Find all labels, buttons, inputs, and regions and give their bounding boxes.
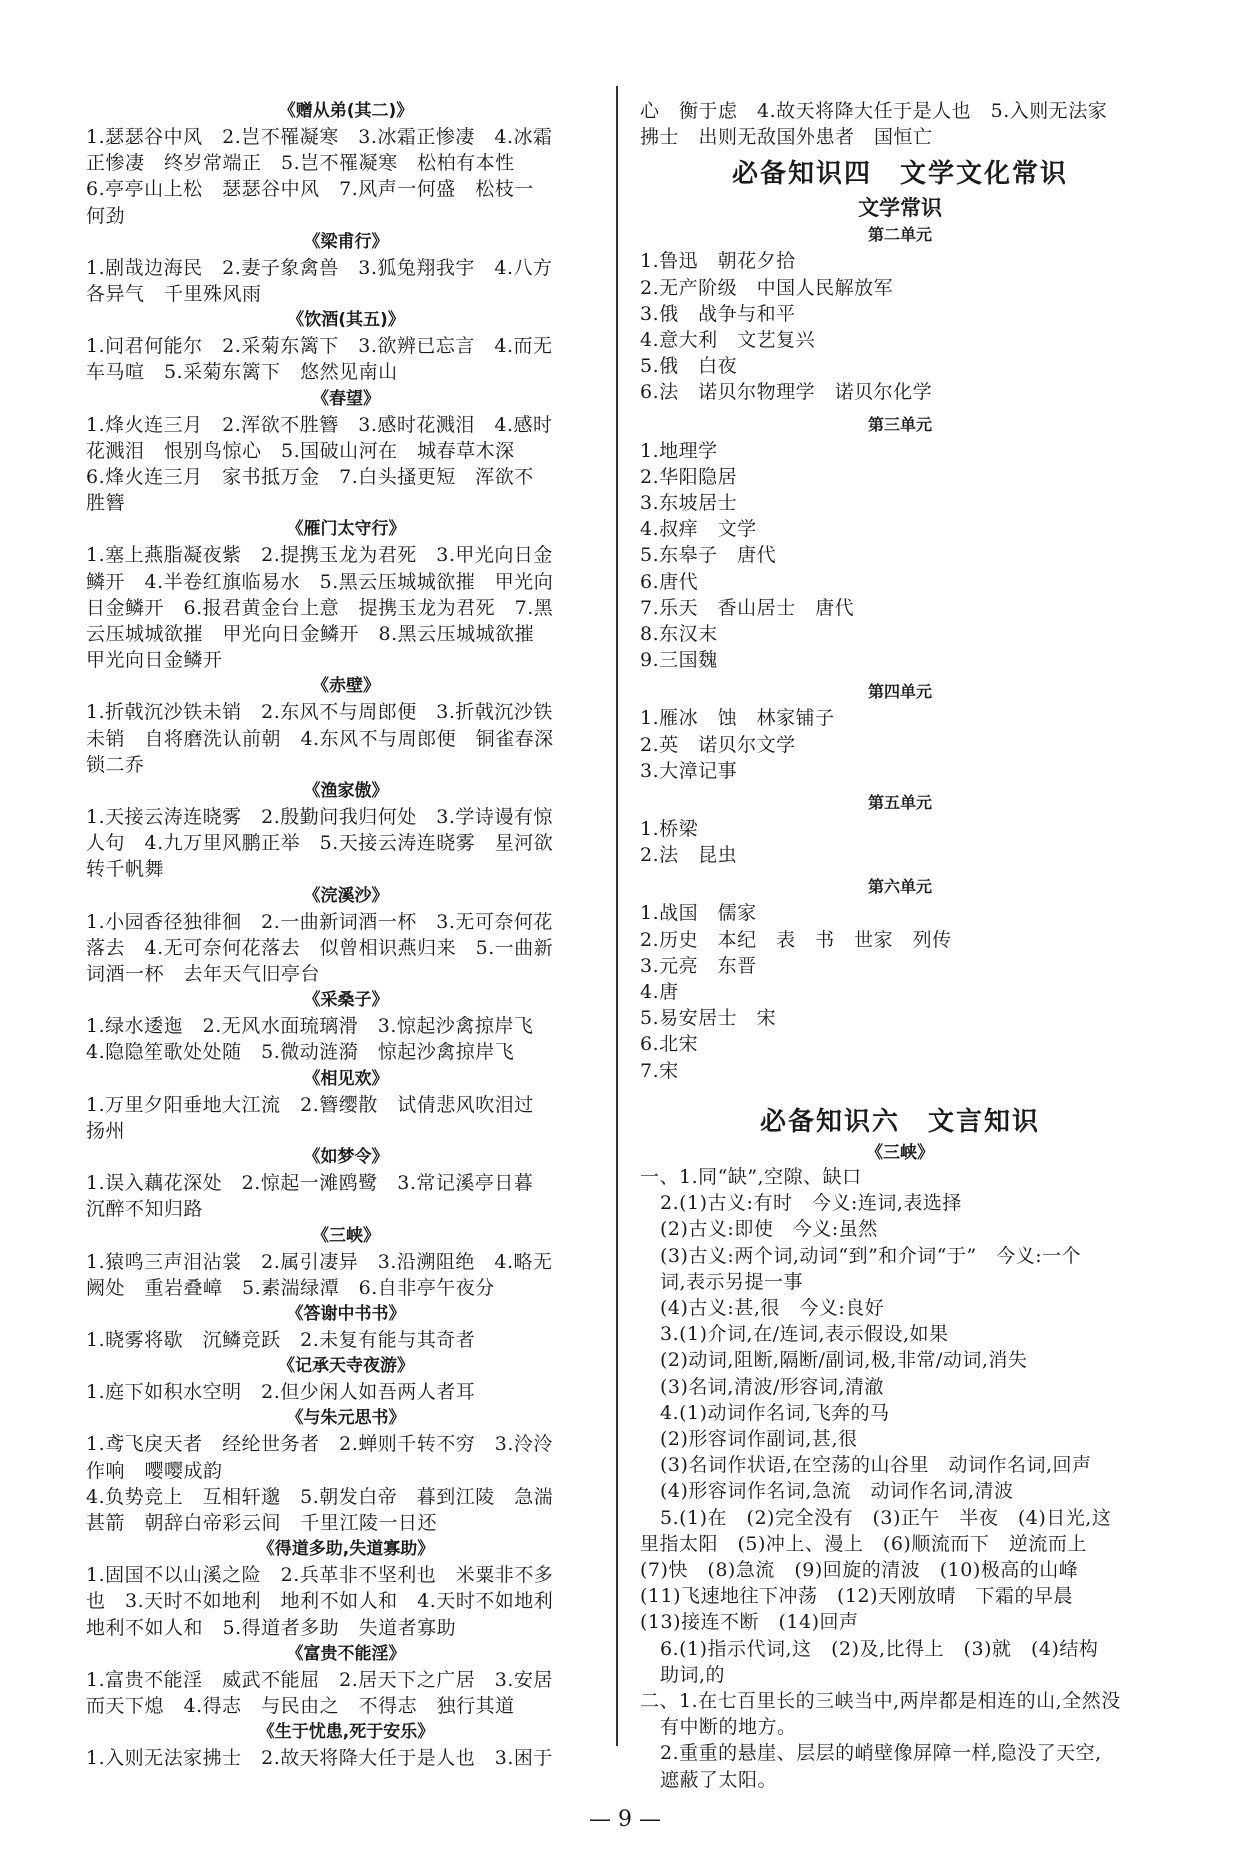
- answer-line: 里指太阳 (5)冲上、漫上 (6)顺流而下 逆流而上: [640, 1532, 1087, 1555]
- answer-line: 4.唐: [640, 981, 679, 1004]
- answer-line: 2.历史 本纪 表 书 世家 列传: [640, 928, 952, 951]
- answer-line: 6.(1)指示代词,这 (2)及,比得上 (3)就 (4)结构: [660, 1637, 1099, 1660]
- answer-line: 助词,的: [660, 1663, 726, 1686]
- unit-title: 第三单元: [867, 414, 932, 434]
- section-4-subtitle: 文学常识: [858, 196, 942, 221]
- answer-line: 词,表示另提一事: [660, 1270, 804, 1293]
- answer-line: 1.雁冰 蚀 林家铺子: [640, 707, 835, 730]
- answer-line: 有中断的地方。: [660, 1716, 797, 1739]
- answer-line: 花溅泪 恨别鸟惊心 5.国破山河在 城春草木深: [86, 439, 515, 462]
- unit-title: 第五单元: [867, 793, 932, 813]
- answer-line: 2.无产阶级 中国人民解放军: [640, 276, 894, 299]
- answer-line: 胜簪: [86, 492, 126, 515]
- answer-line: 6.法 诺贝尔物理学 诺贝尔化学: [640, 381, 933, 404]
- continuation-text: [640, 98, 1160, 150]
- answer-line: 1.折戟沉沙铁未销 2.东风不与周郎便 3.折戟沉沙铁: [86, 701, 553, 724]
- answer-line: (3)名词作状语,在空荡的山谷里 动词作名词,回声: [660, 1454, 1092, 1477]
- answer-line: 而天下熄 4.得志 与民由之 不得志 独行其道: [86, 1694, 515, 1717]
- answer-line: (7)快 (8)急流 (9)回旋的清波 (10)极高的山峰: [640, 1558, 1079, 1581]
- answer-line: 1.天接云涛连晓雾 2.殷勤问我归何处 3.学诗谩有惊: [86, 806, 553, 829]
- answer-line: 1.晓雾将歇 沉鳞竞跃 2.未复有能与其奇者: [86, 1328, 476, 1351]
- right-column: [640, 98, 1160, 1793]
- answer-line: 5.(1)在 (2)完全没有 (3)正午 半夜 (4)日光,这: [660, 1506, 1112, 1529]
- unit-title: 第四单元: [867, 682, 932, 702]
- answer-line: 1.战国 儒家: [640, 902, 757, 925]
- unit-title: 第二单元: [867, 225, 932, 245]
- answer-line: 1.塞上燕脂凝夜紫 2.提携玉龙为君死 3.甲光向日金: [86, 544, 553, 567]
- answer-line: 作响 嘤嘤成韵: [86, 1459, 223, 1482]
- answer-line: 1.固国不以山溪之险 2.兵革非不坚利也 米粟非不多: [86, 1564, 554, 1587]
- answer-line: 4.叔痒 文学: [640, 518, 757, 541]
- answer-line: 何劲: [86, 204, 126, 227]
- answer-line: 1.烽火连三月 2.浑欲不胜簪 3.感时花溅泪 4.感时: [86, 413, 553, 436]
- answer-line: 6.亭亭山上松 瑟瑟谷中风 7.风声一何盛 松枝一: [86, 178, 534, 201]
- answer-line: (2)古义:即使 今义:虽然: [660, 1218, 878, 1241]
- poem-title: 《浣溪沙》: [303, 885, 389, 906]
- answer-line: 心 衡于虑 4.故天将降大任于是人也 5.入则无法家: [640, 100, 1108, 122]
- answer-line: 2.重重的悬崖、层层的峭壁像屏障一样,隐没了天空,: [660, 1742, 1102, 1765]
- answer-line: 阙处 重岩叠嶂 5.素湍绿潭 6.自非亭午夜分: [86, 1276, 495, 1299]
- answer-line: 转千帆舞: [86, 858, 165, 881]
- answer-line: 5.易安居士 宋: [640, 1007, 777, 1030]
- poem-title: 《答谢中书书》: [286, 1303, 406, 1324]
- answer-line: 1.地理学: [640, 439, 718, 462]
- answer-line: 1.富贵不能淫 威武不能屈 2.居天下之广居 3.安居: [86, 1668, 553, 1691]
- answer-line: 2.华阳隐居: [640, 465, 738, 488]
- answer-line: 甚箭 朝辞白帝彩云间 千里江陵一日还: [86, 1511, 438, 1534]
- poem-title: 《记承天寺夜游》: [278, 1356, 414, 1377]
- poem-title: 《春望》: [312, 388, 380, 409]
- poem-title: 《赤壁》: [312, 676, 380, 697]
- classical-knowledge-answers: [640, 1164, 1160, 1793]
- answer-line: 1.绿水逶迤 2.无风水面琉璃滑 3.惊起沙禽掠岸飞: [86, 1015, 534, 1038]
- answer-line: 一、1.同“缺”,空隙、缺口: [640, 1165, 862, 1188]
- answer-line: 7.宋: [640, 1059, 679, 1082]
- answer-line: 正惨凄 终岁常端正 5.岂不罹凝寒 松柏有本性: [86, 152, 515, 175]
- poem-title: 《生于忧患,死于安乐》: [257, 1722, 435, 1743]
- answer-line: 人句 4.九万里风鹏正举 5.天接云涛连晓雾 星河欲: [86, 832, 554, 855]
- answer-line: 3.(1)介词,在/连词,表示假设,如果: [660, 1323, 949, 1346]
- answer-line: 词酒一杯 去年天气旧亭台: [86, 963, 321, 986]
- answer-line: 1.小园香径独徘徊 2.一曲新词酒一杯 3.无可奈何花: [86, 910, 553, 933]
- answer-line: 1.问君何能尔 2.采菊东篱下 3.欲辨已忘言 4.而无: [86, 335, 553, 358]
- answer-line: 云压城城欲摧 甲光向日金鳞开 8.黑云压城城欲摧: [86, 623, 535, 646]
- answer-line: 锁二乔: [86, 753, 145, 776]
- answer-line: (3)名词,清波/形容词,清澈: [660, 1375, 884, 1398]
- answer-line: 遮蔽了太阳。: [660, 1768, 778, 1791]
- left-column: [86, 98, 606, 1771]
- column-divider: [616, 86, 618, 1746]
- unit-title: 第六单元: [867, 877, 932, 897]
- poem-title: 《得道多助,失道寡助》: [257, 1539, 435, 1560]
- answer-line: 地利不如人和 5.得道者多助 失道者寡助: [86, 1616, 457, 1639]
- answer-line: 1.鸢飞戾天者 经纶世务者 2.蝉则千转不穷 3.泠泠: [86, 1433, 553, 1456]
- answer-line: (11)飞速地往下冲荡 (12)天刚放晴 下霜的早晨: [640, 1585, 1074, 1608]
- answer-line: 1.桥梁: [640, 818, 699, 841]
- answer-line: 7.乐天 香山居士 唐代: [640, 596, 855, 619]
- poem-title: 《如梦令》: [303, 1147, 389, 1168]
- answer-line: 4.隐隐笙歌处处随 5.微动涟漪 惊起沙禽掠岸飞: [86, 1041, 515, 1064]
- answer-line: 2.(1)古义:有时 今义:连词,表选择: [660, 1192, 962, 1215]
- answer-line: 日金鳞开 6.报君黄金台上意 提携玉龙为君死 7.黑: [86, 596, 554, 619]
- answer-line: 5.俄 白夜: [640, 355, 738, 378]
- page-number: — 9 —: [589, 1807, 661, 1832]
- answer-line: 4.(1)动词作名词,飞奔的马: [660, 1401, 890, 1424]
- answer-line: 3.俄 战争与和平: [640, 302, 796, 325]
- answer-line: 4.负势竞上 互相轩邈 5.朝发白帝 暮到江陵 急湍: [86, 1485, 554, 1508]
- answer-line: 4.意大利 文艺复兴: [640, 329, 816, 352]
- answer-line: 3.东坡居士: [640, 492, 738, 515]
- answer-line: 鳞开 4.半卷红旗临易水 5.黑云压城城欲摧 甲光向: [86, 570, 554, 593]
- answer-line: (4)古义:甚,很 今义:良好: [660, 1296, 885, 1319]
- answer-line: (2)形容词作副词,甚,很: [660, 1427, 858, 1450]
- poem-title: 《雁门太守行》: [286, 519, 406, 540]
- answer-line: 各异气 千里殊风雨: [86, 283, 262, 306]
- poem-title: 《富贵不能淫》: [286, 1643, 406, 1664]
- answer-line: 1.剧哉边海民 2.妻子象禽兽 3.狐兔翔我宇 4.八方: [86, 256, 553, 279]
- answer-line: 6.唐代: [640, 570, 699, 593]
- answer-line: 8.东汉末: [640, 623, 718, 646]
- answer-line: 1.入则无法家拂士 2.故天将降大任于是人也 3.困于: [86, 1747, 553, 1770]
- section-4-title: 必备知识四 文学文化常识: [731, 159, 1068, 190]
- poem-title: 《渔家傲》: [303, 781, 389, 802]
- answer-line: 甲光向日金鳞开: [86, 649, 223, 672]
- answer-line: 2.法 昆虫: [640, 844, 738, 867]
- poem-title: 《赠从弟(其二)》: [278, 101, 414, 121]
- poem-title: 《梁甫行》: [303, 231, 389, 252]
- spacer: [640, 1084, 1160, 1090]
- answer-line: 沉醉不知归路: [86, 1198, 204, 1221]
- answer-line: 3.大漳记事: [640, 759, 738, 782]
- answer-line: (4)形容词作名词,急流 动词作名词,清波: [660, 1480, 1014, 1503]
- answer-line: 2.英 诺贝尔文学: [640, 733, 796, 756]
- section-6-subtitle: 《三峡》: [866, 1142, 934, 1163]
- answer-line: 9.三国魏: [640, 649, 718, 672]
- answer-line: 拂士 出则无敌国外患者 国恒亡: [640, 126, 933, 149]
- answer-line: 落去 4.无可奈何花落去 似曾相识燕归来 5.一曲新: [86, 936, 554, 959]
- answer-line: 扬州: [86, 1119, 126, 1142]
- literature-units: [640, 222, 1160, 1089]
- answer-line: 5.东皋子 唐代: [640, 544, 777, 567]
- answer-line: 1.瑟瑟谷中风 2.岂不罹凝寒 3.冰霜正惨凄 4.冰霜: [86, 126, 553, 148]
- answer-line: (13)接连不断 (14)回声: [640, 1611, 859, 1634]
- answer-line: 1.误入藕花深处 2.惊起一滩鸥鹭 3.常记溪亭日暮: [86, 1172, 534, 1195]
- answer-line: 1.万里夕阳垂地大江流 2.簪缨散 试倩悲风吹泪过: [86, 1093, 534, 1116]
- poem-title: 《饮酒(其五)》: [287, 310, 405, 331]
- poem-title: 《相见欢》: [303, 1068, 389, 1089]
- answer-line: 3.元亮 东晋: [640, 954, 757, 977]
- answer-line: (3)古义:两个词,动词“到”和介词“于” 今义:一个: [660, 1244, 1082, 1267]
- poem-title: 《三峡》: [312, 1225, 380, 1246]
- answer-line: 1.庭下如积水空明 2.但少闲人如吾两人者耳: [86, 1381, 476, 1404]
- section-6-title: 必备知识六 文言知识: [759, 1106, 1040, 1137]
- answer-line: 1.猿鸣三声泪沾裳 2.属引凄异 3.沿溯阻绝 4.略无: [86, 1250, 553, 1273]
- answer-line: 未销 自将磨洗认前朝 4.东风不与周郎便 铜雀春深: [86, 727, 554, 750]
- poem-title: 《与朱元思书》: [286, 1408, 406, 1429]
- answer-line: 二、1.在七百里长的三峡当中,两岸都是相连的山,全然没: [640, 1689, 1121, 1712]
- answer-line: 车马喧 5.采菊东篱下 悠然见南山: [86, 361, 398, 384]
- answer-line: (2)动词,阻断,隔断/副词,极,非常/动词,消失: [660, 1349, 1028, 1372]
- answer-line: 1.鲁迅 朝花夕拾: [640, 250, 796, 273]
- answer-line: 6.烽火连三月 家书抵万金 7.白头搔更短 浑欲不: [86, 466, 534, 489]
- answer-line: 也 3.天时不如地利 地利不如人和 4.天时不如地利: [86, 1590, 554, 1613]
- poem-title: 《采桑子》: [303, 990, 389, 1011]
- answer-line: 6.北宋: [640, 1033, 699, 1056]
